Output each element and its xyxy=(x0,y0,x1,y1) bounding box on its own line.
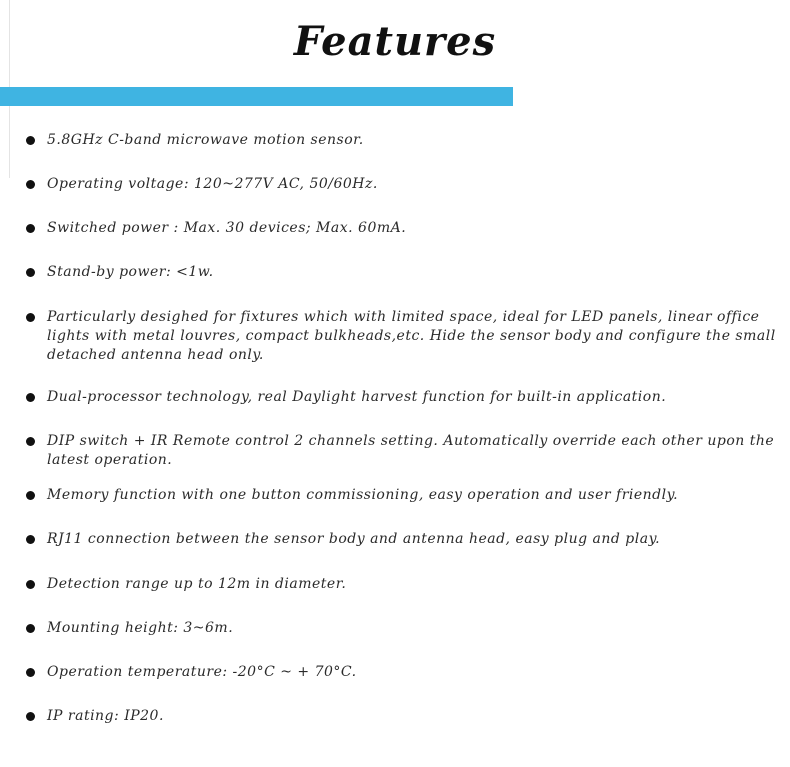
bullet-icon xyxy=(26,491,35,500)
list-item xyxy=(26,619,776,638)
bullet-icon xyxy=(26,624,35,633)
list-item xyxy=(26,131,776,150)
feature-text: Operating voltage: 120~277V AC, 50/60Hz. xyxy=(47,176,378,192)
feature-text: Operation temperature: -20°C ~ + 70°C. xyxy=(47,664,357,680)
bullet-icon xyxy=(26,224,35,233)
feature-text: IP rating: IP20. xyxy=(47,708,164,724)
bullet-icon xyxy=(26,393,35,402)
list-item xyxy=(26,530,776,549)
list-item xyxy=(26,175,776,194)
feature-text: RJ11 connection between the sensor body and antenna head, easy plug and play. xyxy=(47,531,661,547)
feature-text: Dual-processor technology, real Daylight harvest function for built-in application. xyxy=(47,389,667,405)
feature-text: Memory function with one button commissioning, easy operation and user friendly. xyxy=(47,487,679,503)
feature-text: Switched power : Max. 30 devices; Max. 60mA. xyxy=(47,220,407,236)
list-item xyxy=(26,432,776,470)
list-item xyxy=(26,663,776,682)
bullet-icon xyxy=(26,712,35,721)
bullet-icon xyxy=(26,136,35,145)
feature-text: 5.8GHz C-band microwave motion sensor. xyxy=(47,132,364,148)
list-item xyxy=(26,308,776,365)
list-item xyxy=(26,219,776,238)
list-item xyxy=(26,575,776,594)
bullet-icon xyxy=(26,580,35,589)
feature-text: Particularly desighed for fixtures which with limited space, ideal for LED panels, linear office lights with metal louvres, compact bulkheads,etc. Hide the sensor body and configure the small detached antenna head only. xyxy=(47,309,776,363)
feature-text: Mounting height: 3~6m. xyxy=(47,620,234,636)
list-item xyxy=(26,486,776,505)
feature-text: Detection range up to 12m in diameter. xyxy=(47,576,347,592)
page-title: Features xyxy=(293,18,497,65)
bullet-icon xyxy=(26,313,35,322)
bullet-icon xyxy=(26,268,35,277)
bullet-icon xyxy=(26,668,35,677)
feature-text: Stand-by power: <1w. xyxy=(47,264,214,280)
feature-text: DIP switch + IR Remote control 2 channels setting. Automatically override each other upon the latest operation. xyxy=(47,433,775,468)
bullet-icon xyxy=(26,535,35,544)
bullet-icon xyxy=(26,437,35,446)
bullet-icon xyxy=(26,180,35,189)
list-item xyxy=(26,707,776,726)
list-item xyxy=(26,263,776,282)
list-item xyxy=(26,388,776,407)
